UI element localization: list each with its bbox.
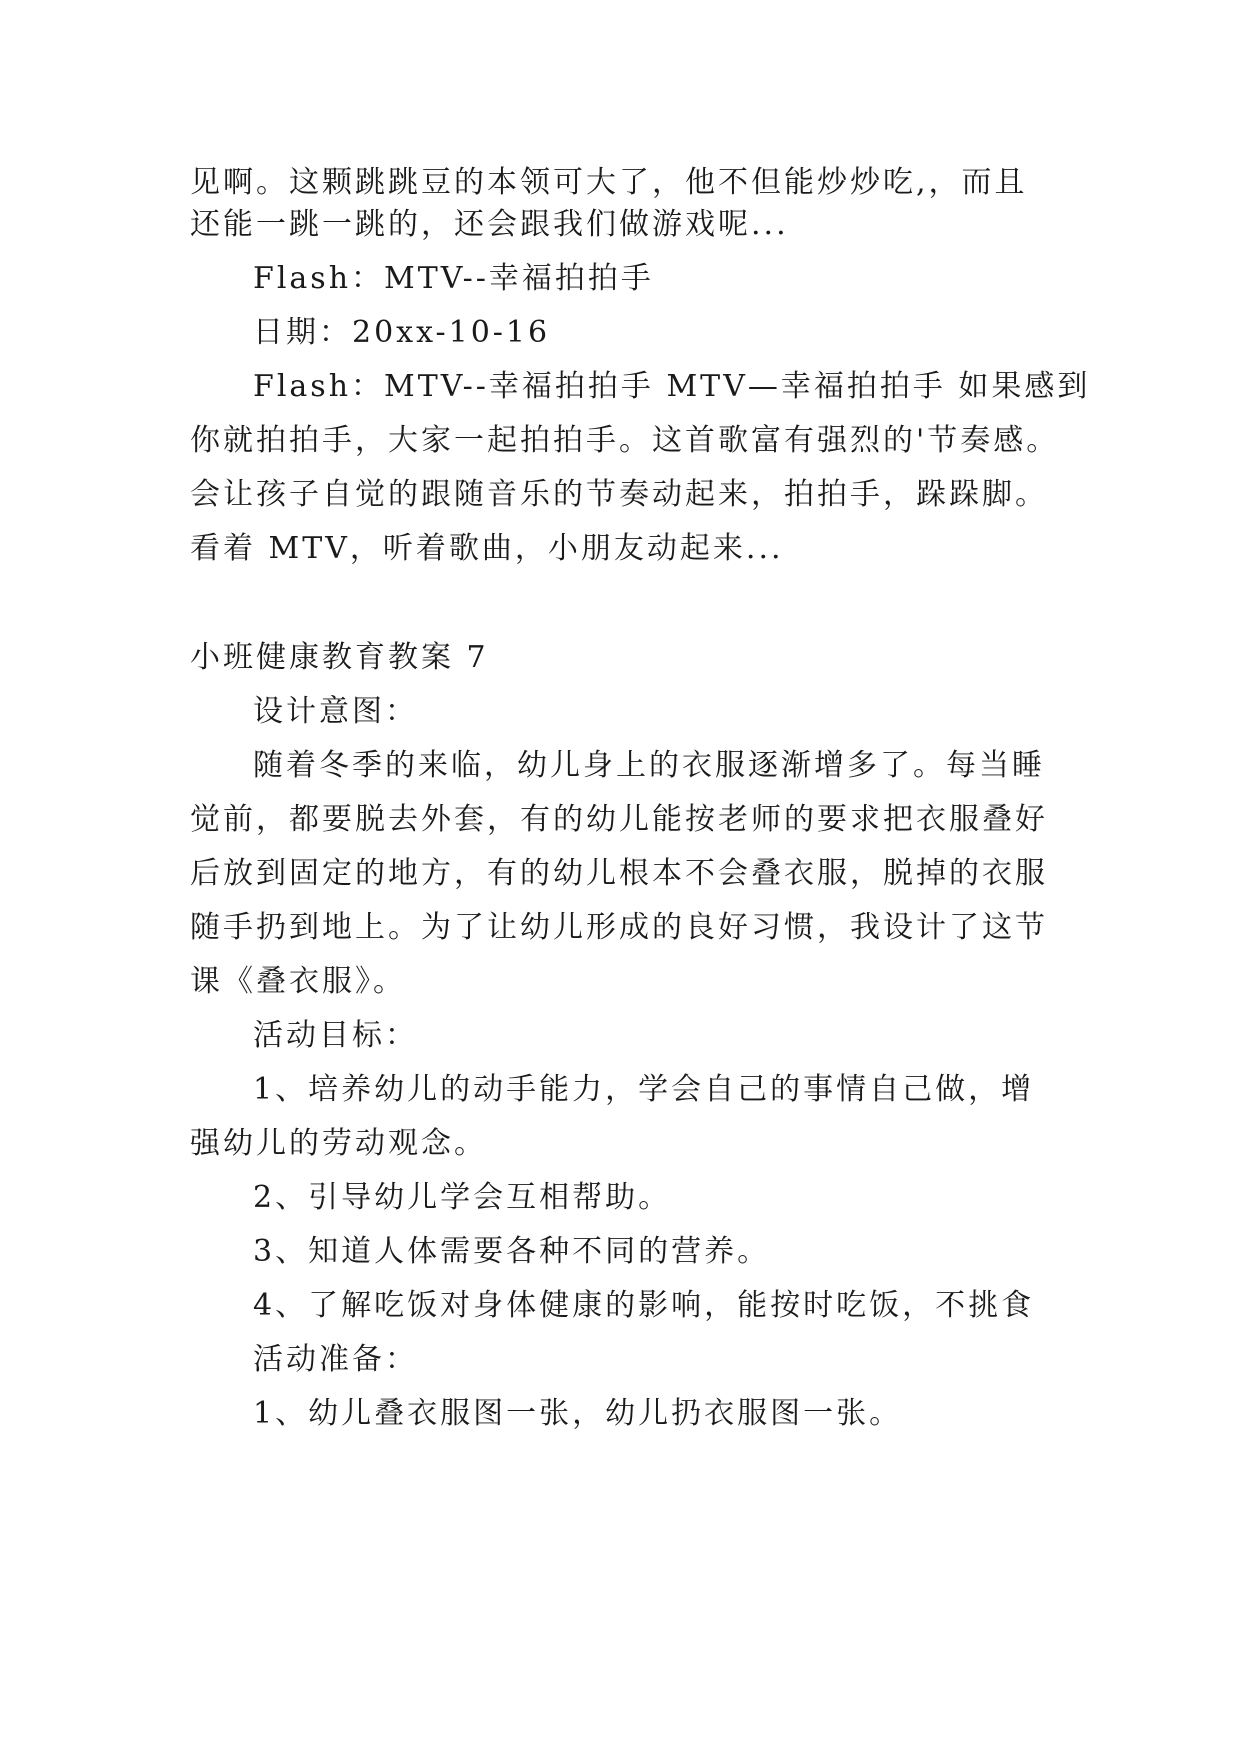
paragraph-line: 会让孩子自觉的跟随音乐的节奏动起来，拍拍手，跺跺脚。 (190, 477, 1048, 512)
section-heading: 活动目标： (253, 1018, 418, 1053)
paragraph-line: 看着 MTV，听着歌曲，小朋友动起来... (190, 531, 784, 566)
paragraph-line: 觉前，都要脱去外套，有的幼儿能按老师的要求把衣服叠好 (190, 802, 1048, 837)
list-item: 1、培养幼儿的动手能力，学会自己的事情自己做，增 (253, 1072, 1035, 1107)
list-item: 1、幼儿叠衣服图一张，幼儿扔衣服图一张。 (253, 1396, 903, 1431)
paragraph-line: 还能一跳一跳的，还会跟我们做游戏呢... (190, 207, 789, 242)
paragraph-line: 你就拍拍手，大家一起拍拍手。这首歌富有强烈的'节奏感。 (190, 423, 1060, 458)
paragraph-line: 见啊。这颗跳跳豆的本领可大了，他不但能炒炒吃,，而且 (190, 165, 1028, 200)
section-title: 小班健康教育教案 7 (190, 640, 489, 675)
section-heading: 活动准备： (253, 1342, 418, 1377)
paragraph-line: 随着冬季的来临，幼儿身上的衣服逐渐增多了。每当睡 (253, 748, 1045, 783)
list-item: 2、引导幼儿学会互相帮助。 (253, 1180, 672, 1215)
section-heading: 设计意图： (253, 694, 418, 729)
paragraph-line: Flash：MTV--幸福拍拍手 (253, 261, 654, 296)
list-item: 3、知道人体需要各种不同的营养。 (253, 1234, 771, 1269)
paragraph-line: 后放到固定的地方，有的幼儿根本不会叠衣服，脱掉的衣服 (190, 856, 1048, 891)
paragraph-line: 课《叠衣服》。 (190, 964, 406, 999)
paragraph-line: 随手扔到地上。为了让幼儿形成的良好习惯，我设计了这节 (190, 910, 1048, 945)
list-item-continuation: 强幼儿的劳动观念。 (190, 1126, 487, 1161)
date-line: 日期：20xx-10-16 (253, 315, 551, 350)
paragraph-line: Flash：MTV--幸福拍拍手 MTV—幸福拍拍手 如果感到 (253, 369, 1091, 404)
list-item: 4、了解吃饭对身体健康的影响，能按时吃饭，不挑食 (253, 1288, 1035, 1323)
